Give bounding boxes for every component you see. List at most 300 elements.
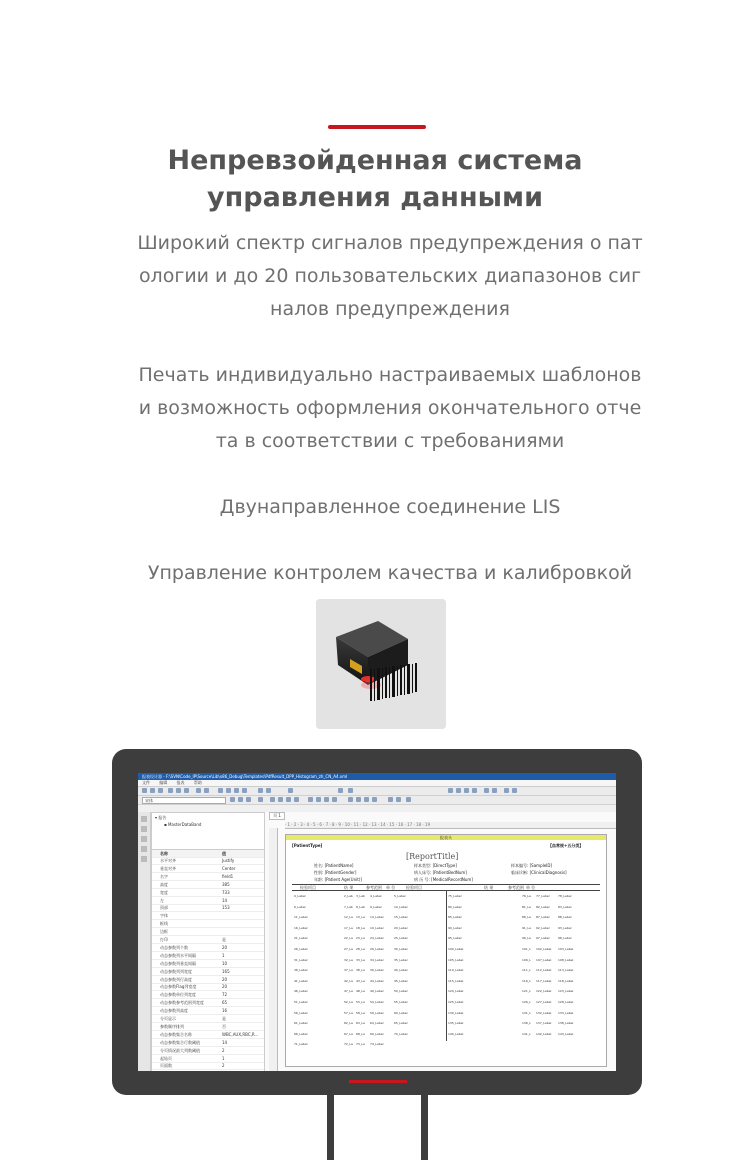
report-label-cell[interactable]: 18_La [356,925,365,930]
bold-icon[interactable] [230,797,235,802]
report-label-cell[interactable]: 62_La [344,1021,353,1026]
report-label-cell[interactable]: 8_Lab [356,904,365,909]
barcode-scanner-icon [316,599,446,729]
layout-icon[interactable] [338,788,343,793]
report-label-cell[interactable]: 65_Label [394,1021,408,1026]
property-value[interactable]: 16 [222,1008,228,1014]
vertical-ruler [269,828,278,1071]
report-label-cell[interactable]: 125_Label [448,1000,464,1004]
align-icon[interactable] [218,788,223,793]
report-label-cell[interactable]: 30_Label [394,947,408,951]
report-label-cell[interactable]: 45_Label [394,978,408,983]
property-value[interactable]: 是 [222,937,226,942]
property-name: 动态参数列高度 [160,1008,188,1014]
report-label-cell[interactable]: 128_Label [558,1000,574,1004]
property-name: 参数顺序排列 [160,1023,184,1029]
property-row[interactable] [152,968,264,976]
report-label-cell[interactable]: 0_Label [294,894,306,898]
report-label-cell[interactable]: 12_La [344,915,353,920]
report-label-cell[interactable]: 5_Label [394,894,406,898]
layout-icon[interactable] [348,788,353,793]
property-row[interactable] [152,857,264,865]
report-label-cell[interactable]: 67_La [344,1031,353,1036]
report-label-cell[interactable]: 78_Label [558,894,572,898]
report-label-cell[interactable]: 141_L [522,1031,531,1036]
feature-text-line: ологии и до 20 пользовательских диапазонов сиг [138,265,642,287]
undo-icon[interactable] [196,788,201,793]
property-row[interactable] [152,991,264,999]
property-row[interactable] [152,928,264,936]
report-label-cell[interactable]: 41_Label [294,978,308,983]
stand-leg-right [421,1095,428,1160]
property-row[interactable] [152,1007,264,1015]
property-name: 动态参数列列宽度 [160,968,192,974]
report-label-cell[interactable]: 137_Label [536,1021,552,1026]
line-color-icon[interactable] [396,797,401,802]
report-label-cell[interactable]: 43_La [356,978,365,983]
report-label-cell[interactable]: 133_Label [558,1010,574,1015]
cut-icon[interactable] [168,788,173,793]
report-label-cell[interactable]: 127_Label [536,1000,552,1004]
property-row[interactable] [152,865,264,873]
report-label-cell[interactable]: 74_Label [370,1042,384,1047]
report-label-cell[interactable]: 96_La [522,936,531,941]
report-label-cell[interactable]: 117_Label [536,978,552,983]
report-label-cell[interactable]: 131_L [522,1010,531,1015]
report-label-cell[interactable]: 102_Label [536,947,552,951]
grid-icon[interactable] [258,788,263,793]
property-value[interactable]: 733 [222,889,230,895]
italic-icon[interactable] [238,797,243,802]
property-name: 分页情况最大列数阈值 [160,1047,200,1053]
property-value[interactable]: 165 [222,968,230,974]
report-label-cell[interactable]: 7_Lab [344,904,353,909]
report-label-cell[interactable]: 95_Label [448,936,462,941]
property-row[interactable] [152,1055,264,1063]
report-label-cell[interactable]: 47_La [344,989,353,994]
headline [0,142,750,216]
report-label-cell[interactable]: 24_Label [370,936,384,941]
property-name-header: 名称 [160,851,168,856]
property-row[interactable] [152,952,264,960]
property-value[interactable]: 20 [222,976,228,982]
justify-icon[interactable] [294,797,299,802]
patient-type-field[interactable]: [PatientType] [292,843,323,848]
frame-icon[interactable] [356,797,361,802]
align-left-icon[interactable] [270,797,275,802]
report-label-cell[interactable]: 142_Label [536,1031,552,1036]
test-profile-tag[interactable]: 【血常规+五分类】 [548,843,584,848]
arrow-right-icon[interactable] [472,788,477,793]
report-label-cell[interactable]: 136_L [522,1021,531,1026]
grid-icon[interactable] [266,788,271,793]
property-row[interactable] [152,873,264,881]
report-label-cell[interactable]: 9_Label [370,904,382,909]
feature-qc-calibration [125,557,655,590]
feature-text-line: налов предупреждения [270,298,510,320]
report-label-cell[interactable]: 103_Label [558,947,574,951]
report-label-cell[interactable]: 46_Label [294,989,308,994]
report-label-cell[interactable]: 44_Label [370,978,384,983]
property-row[interactable] [152,889,264,897]
bed-number-field[interactable]: 病人床号: [PatientBedNum] [414,870,467,875]
frame-icon[interactable] [348,797,353,802]
report-header-band: 报表头 [286,835,606,840]
arrow-up-icon[interactable] [448,788,453,793]
report-label-cell[interactable]: 120_Label [448,989,464,994]
arrow-down-icon[interactable] [456,788,461,793]
headline-line-1: Непревзойденная система [167,145,583,176]
menu-item-file[interactable]: 文件 [142,780,150,785]
line-width-icon[interactable] [406,797,411,802]
redo-icon[interactable] [204,788,209,793]
report-label-cell[interactable]: 64_Label [370,1021,384,1026]
property-row[interactable] [152,1031,264,1039]
report-label-cell[interactable]: 73_La [356,1042,365,1047]
column-header: 检验项目 [300,885,316,890]
tab-page-1[interactable]: 页 1 [269,812,285,820]
report-label-cell[interactable]: 122_Label [536,989,552,994]
report-label-cell[interactable]: 92_Label [536,925,550,930]
text-color-icon[interactable] [258,797,263,802]
report-label-cell[interactable]: 61_Label [294,1021,308,1026]
property-row[interactable] [152,960,264,968]
open-icon[interactable] [150,788,155,793]
property-row[interactable] [152,1023,264,1031]
table-tool-icon[interactable] [141,856,147,862]
report-label-cell[interactable]: 83_Label [558,904,572,909]
report-label-cell[interactable]: 14_Label [370,915,384,920]
report-label-cell[interactable]: 116_L [522,978,531,983]
border-icon[interactable] [316,797,321,802]
report-label-cell[interactable]: 107_Label [536,957,552,962]
property-value[interactable]: WBC,AUX,RBC,R... [222,1031,259,1037]
standard-toolbar [138,787,616,796]
property-value[interactable]: 65 [222,1000,228,1006]
report-label-cell[interactable]: 48_La [356,989,365,994]
table-top-rule [292,884,600,885]
image-tool-icon[interactable] [141,846,147,852]
report-label-cell[interactable]: 19_Label [370,925,384,930]
design-surface [265,812,616,1071]
report-label-cell[interactable]: 121_L [522,989,531,994]
report-label-cell[interactable]: 38_La [356,968,365,973]
menu-bar [138,780,616,787]
report-label-cell[interactable]: 68_La [356,1031,365,1036]
report-title-field[interactable]: [ReportTitle] [406,852,459,861]
frame-icon[interactable] [364,797,369,802]
report-designer-window [138,773,616,1071]
report-label-cell[interactable]: 143_Label [558,1031,574,1036]
report-label-cell[interactable]: 2_Lab [344,894,353,898]
report-label-cell[interactable]: 28_La [356,947,365,951]
report-label-cell[interactable]: 100_Label [448,947,464,951]
report-label-cell[interactable]: 52_La [344,1000,353,1004]
property-value[interactable]: field1 [222,873,234,879]
horizontal-ruler: · 1 · 2 · 3 · 4 · 5 · 6 · 7 · 8 · 9 · 10 · 11 · 12 · 13 · 14 · 15 · 16 · 17 · 18 · 19 [285,822,616,829]
report-label-cell[interactable]: 36_Label [294,968,308,973]
property-name: 动态参数集合行数阈值 [160,1039,200,1045]
sample-type-field[interactable]: 样本类型: [DirectType] [414,863,457,868]
nav-icon[interactable] [504,788,509,793]
report-label-cell[interactable]: 31_Label [294,957,308,962]
feature-warning-signals [125,227,655,326]
monitor-accent-slot [349,1080,407,1083]
arrow-left-icon[interactable] [464,788,469,793]
report-label-cell[interactable]: 113_Label [558,968,574,973]
report-label-cell[interactable]: 69_Label [370,1031,384,1036]
report-label-cell[interactable]: 42_La [344,978,353,983]
property-name: 动态参数列垂直间隔 [160,960,196,966]
report-label-cell[interactable]: 110_Label [448,968,464,973]
report-label-cell[interactable]: 115_Label [448,978,464,983]
property-row[interactable] [152,999,264,1007]
report-label-cell[interactable]: 4_Label [370,894,382,898]
report-label-cell[interactable]: 34_Label [370,957,384,962]
report-label-cell[interactable]: 66_Label [294,1031,308,1036]
property-row[interactable] [152,1062,264,1070]
report-label-cell[interactable]: 108_Label [558,957,574,962]
patient-name-field[interactable]: 姓名: [PatientName] [314,863,354,868]
report-label-cell[interactable]: 22_La [344,936,353,941]
property-name: 框线 [160,921,168,927]
menu-item-edit[interactable]: 编辑 [159,780,168,785]
align-icon[interactable] [226,788,231,793]
report-label-cell[interactable]: 126_L [522,1000,531,1004]
property-value[interactable]: 14 [222,897,228,903]
property-value[interactable]: Justify [222,858,235,863]
text-tool-icon[interactable] [141,836,147,842]
report-label-cell[interactable]: 57_La [344,1010,353,1015]
report-page[interactable] [285,834,607,1067]
zoom-icon[interactable] [288,788,293,793]
border-icon[interactable] [324,797,329,802]
report-label-cell[interactable]: 88_Label [558,915,572,920]
report-label-cell[interactable]: 138_Label [558,1021,574,1026]
save-icon[interactable] [158,788,163,793]
report-label-cell[interactable]: 20_Label [394,925,408,930]
property-value[interactable]: 2 [222,1047,225,1053]
report-label-cell[interactable]: 21_Label [294,936,308,941]
tree-node-report[interactable]: ▾ 报告 [155,815,167,820]
property-value[interactable]: 72 [222,992,228,998]
report-label-cell[interactable]: 15_Label [394,915,408,920]
report-label-cell[interactable]: 76_La [522,894,531,898]
property-row[interactable] [152,1039,264,1047]
patient-age-field[interactable]: 年龄: [Patient Age(Unit)] [314,877,362,882]
property-row[interactable] [152,1047,264,1055]
frame-icon[interactable] [372,797,377,802]
report-label-cell[interactable]: 132_Label [536,1010,552,1015]
feature-text-line: Печать индивидуально настраиваемых шаблонов [138,364,642,386]
report-label-cell[interactable]: 91_La [522,925,531,930]
column-header: 结 果 [484,885,494,890]
tree-root-label: 报告 [158,815,167,820]
property-value[interactable]: 否 [222,1023,226,1029]
report-label-cell[interactable]: 32_La [344,957,353,962]
report-label-cell[interactable]: 25_Label [394,936,408,941]
report-label-cell[interactable]: 80_Label [448,904,462,909]
report-label-cell[interactable]: 6_Label [294,904,306,909]
report-label-cell[interactable]: 33_La [356,957,365,962]
nav-icon[interactable] [512,788,517,793]
report-label-cell[interactable]: 111_L [522,968,531,973]
property-row[interactable] [152,944,264,952]
align-icon[interactable] [234,788,239,793]
property-row[interactable] [152,881,264,889]
property-value[interactable]: 1 [222,1055,225,1061]
report-label-cell[interactable]: 16_Label [294,925,308,930]
report-label-cell[interactable]: 85_Label [448,915,462,920]
report-label-cell[interactable]: 60_Label [394,1010,408,1015]
report-label-cell[interactable]: 56_Label [294,1010,308,1015]
property-value[interactable]: 2 [222,1063,225,1069]
report-label-cell[interactable]: 101_L [522,947,531,951]
border-icon[interactable] [308,797,313,802]
feature-text-line: Двунаправленное соединение LIS [219,496,561,518]
report-label-cell[interactable]: 87_Label [536,915,550,920]
report-label-cell[interactable]: 135_Label [448,1021,464,1026]
align-center-icon[interactable] [278,797,283,802]
report-label-cell[interactable]: 27_La [344,947,353,951]
property-name: 起始页 [160,1055,172,1061]
tree-node-masterdataband[interactable]: ▪ MasterDataBand [164,822,202,827]
property-row[interactable] [152,976,264,984]
menu-item-report[interactable]: 报表 [176,780,185,785]
report-label-cell[interactable]: 93_Label [558,925,572,930]
report-label-cell[interactable]: 72_La [344,1042,353,1047]
property-name: 字体 [160,913,168,919]
report-label-cell[interactable]: 35_Label [394,957,408,962]
report-label-cell[interactable]: 90_Label [448,925,462,930]
clinical-diagnosis-field[interactable]: 临床诊断: [ClinicalDiagnosis] [511,870,567,875]
report-label-cell[interactable]: 40_Label [394,968,408,973]
report-label-cell[interactable]: 10_Label [394,904,408,909]
paste-icon[interactable] [184,788,189,793]
feature-report-templates [125,359,655,458]
report-label-cell[interactable]: 29_Label [370,947,384,951]
report-label-cell[interactable]: 54_Label [370,1000,384,1004]
barcode-scanner-image [316,599,446,729]
report-label-cell[interactable]: 53_La [356,1000,365,1004]
property-row[interactable] [152,936,264,944]
align-right-icon[interactable] [286,797,291,802]
property-row[interactable] [152,904,264,912]
sample-id-field[interactable]: 样本编号: [SampleID] [511,863,552,868]
report-label-cell[interactable]: 97_Label [536,936,550,941]
report-label-cell[interactable]: 51_Label [294,1000,308,1004]
column-header: 参考范围 [366,885,382,890]
report-label-cell[interactable]: 112_Label [536,968,552,973]
property-value[interactable]: Center [222,865,236,871]
report-label-cell[interactable]: 13_La [356,915,365,920]
property-value[interactable]: 20 [222,984,228,990]
report-label-cell[interactable]: 75_Label [448,894,462,898]
fill-color-icon[interactable] [388,797,393,802]
property-value[interactable]: 14 [222,1039,228,1045]
hand-icon[interactable] [141,826,147,832]
new-icon[interactable] [142,788,147,793]
property-name: 打印 [160,937,168,942]
report-label-cell[interactable]: 39_Label [370,968,384,973]
report-label-cell[interactable]: 49_Label [370,989,384,994]
copy-icon[interactable] [176,788,181,793]
property-name: 动态参数列水平间隔 [160,952,196,958]
headline-line-2: управления данными [206,182,544,213]
property-name: 分页显示 [160,1016,176,1021]
property-row[interactable] [152,920,264,928]
report-label-cell[interactable]: 86_La [522,915,531,920]
font-family-select[interactable]: 宋体 [142,797,226,804]
column-header: 单 位 [526,885,536,890]
report-label-cell[interactable]: 70_Label [394,1031,408,1036]
report-label-cell[interactable]: 106_L [522,957,531,962]
medical-record-field[interactable]: 病 历 号: [MedicalRecordNum] [414,877,473,882]
property-value[interactable]: 153 [222,905,230,911]
property-name: 垂直对齐 [160,865,176,871]
report-label-cell[interactable]: 63_La [356,1021,365,1026]
report-label-cell[interactable]: 81_La [522,904,531,909]
property-name: 宽度 [160,889,168,895]
underline-icon[interactable] [246,797,251,802]
report-label-cell[interactable]: 82_Label [536,904,550,909]
feature-text-line: Управление контролем качества и калибровкой [147,562,633,584]
report-label-cell[interactable]: 23_La [356,936,365,941]
report-label-cell[interactable]: 50_Label [394,989,408,994]
report-label-cell[interactable]: 58_La [356,1010,365,1015]
property-name: 动态参数单位列宽度 [160,992,196,998]
report-label-cell[interactable]: 71_Label [294,1042,308,1047]
report-label-cell[interactable]: 26_Label [294,947,308,951]
column-header: 单 位 [386,885,396,890]
report-label-cell[interactable]: 59_Label [370,1010,384,1015]
report-label-cell[interactable]: 105_Label [448,957,464,962]
layer-icon[interactable] [484,788,489,793]
report-label-cell[interactable]: 77_Label [536,894,550,898]
report-label-cell[interactable]: 123_Label [558,989,574,994]
report-label-cell[interactable]: 55_Label [394,1000,408,1004]
property-name: 页面数 [160,1063,172,1069]
accent-divider [328,125,426,129]
report-label-cell[interactable]: 17_La [344,925,353,930]
property-row[interactable] [152,1015,264,1023]
border-icon[interactable] [332,797,337,802]
property-name: 名字 [160,873,168,879]
property-name: 左 [160,897,164,903]
report-label-cell[interactable]: 11_Label [294,915,308,920]
property-row[interactable] [152,897,264,905]
pointer-icon[interactable] [141,816,147,822]
property-value[interactable]: 10 [222,960,228,966]
feature-lis-connection [125,491,655,524]
report-label-cell[interactable]: 130_Label [448,1010,464,1015]
property-row[interactable] [152,983,264,991]
menu-item-help[interactable]: 帮助 [193,780,202,785]
property-value[interactable]: 是 [222,1016,226,1021]
layer-icon[interactable] [492,788,497,793]
report-label-cell[interactable]: 98_Label [558,936,572,941]
property-row[interactable] [152,912,264,920]
report-label-cell[interactable]: 3_Lab [356,894,365,898]
report-label-cell[interactable]: 140_Label [448,1031,464,1036]
property-value[interactable]: 385 [222,881,230,887]
align-icon[interactable] [242,788,247,793]
property-value[interactable]: 20 [222,944,228,950]
patient-gender-field[interactable]: 性别: [PatientGender] [314,870,357,875]
property-value[interactable]: 1 [222,952,225,958]
report-label-cell[interactable]: 118_Label [558,978,574,983]
report-label-cell[interactable]: 37_La [344,968,353,973]
